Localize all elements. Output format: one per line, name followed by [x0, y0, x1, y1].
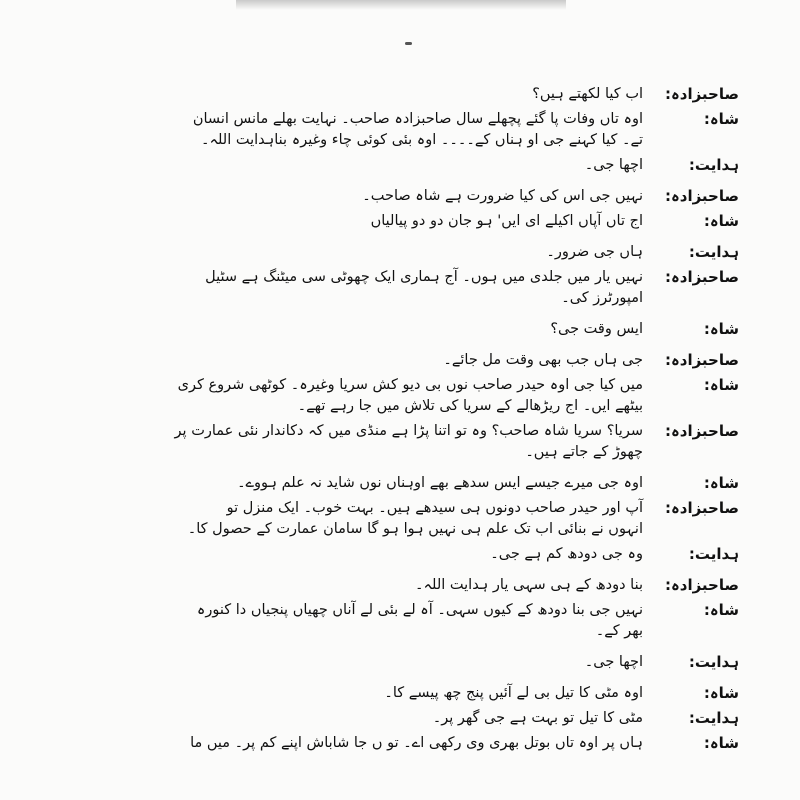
- speaker-label: ہدایت:: [688, 653, 739, 671]
- speaker-label: شاہ:: [703, 212, 739, 230]
- speaker-label: شاہ:: [703, 474, 739, 492]
- dialogue-line: وہ جی دودھ کم ہے جی۔: [490, 546, 643, 562]
- dialogue-entry: [61, 498, 739, 540]
- dialogue-line: مٹی کا تیل تو بہت ہے جی گھر پر۔: [432, 710, 643, 726]
- dialogue-line: سریا؟ سریا شاہ صاحب؟ وہ تو اتنا پڑا ہے منڈی میں کہ دکاندار نئی عمارت پر: [174, 423, 643, 439]
- speaker-label: شاہ:: [703, 734, 739, 752]
- dialogue-text: [61, 733, 643, 754]
- dialogue-text: [61, 708, 643, 729]
- dialogue-line: نہیں جی بنا دودھ کے کیوں سہی۔ آہ لے بئی لے آناں چھیاں پنجیاں دا کنورہ: [196, 602, 643, 618]
- dialogue-line: ہاں پر اوہ تاں بوتل بھری وی رکھی اے۔ تو ں جا شاباش اپنے کم پر۔ میں ما: [190, 735, 643, 751]
- speaker-label: صاحبزادہ:: [664, 85, 739, 103]
- dialogue-text: [61, 242, 643, 263]
- dialogue-line: میں کیا جی اوہ حیدر صاحب نوں بی دیو کش سریا وغیرہ۔ کوٹھی شروع کری: [177, 377, 643, 393]
- speaker-label: صاحبزادہ:: [664, 576, 739, 594]
- dialogue-entry: [61, 350, 739, 371]
- dialogue-line: اب کیا لکھتے ہیں؟: [532, 86, 643, 102]
- dialogue-text: [61, 544, 643, 565]
- speaker-label: شاہ:: [703, 376, 739, 394]
- dialogue-entry: [61, 84, 739, 105]
- dialogue-line: اچھا جی۔: [584, 157, 643, 173]
- dialogue-line: ہاں جی ضرور۔: [546, 244, 643, 260]
- dialogue-text: [61, 319, 643, 340]
- dialogue-line: انہوں نے بنائی اب تک علم ہی نہیں ہوا ہو گا سامان عمارت کے حصول کا۔: [187, 521, 643, 537]
- dialogue-entry: [61, 683, 739, 704]
- dialogue-text: [61, 575, 643, 596]
- dialogue-line: بھر کے۔: [595, 623, 643, 639]
- speaker-label: شاہ:: [703, 601, 739, 619]
- speaker-label: صاحبزادہ:: [664, 187, 739, 205]
- dialogue-entry: [61, 109, 739, 151]
- dialogue-entry: [61, 544, 739, 565]
- dialogue-line: اج تاں آپاں اکیلے ای ایں' ہو جان دو دو پیالیاں: [370, 213, 643, 229]
- speaker-label: صاحبزادہ:: [664, 268, 739, 286]
- dialogue-entry: [61, 575, 739, 596]
- speaker-label: صاحبزادہ:: [664, 499, 739, 517]
- dialogue-text: [61, 600, 643, 642]
- dialogue-text: [61, 498, 643, 540]
- speaker-label: صاحبزادہ:: [664, 422, 739, 440]
- dialogue-entry: [61, 267, 739, 309]
- dialogue-line: آپ اور حیدر صاحب دونوں ہی سیدھے ہیں۔ بہت خوب۔ ایک منزل تو: [226, 500, 643, 516]
- dialogue-entry: [61, 375, 739, 417]
- scan-top-edge-shadow: [236, 0, 566, 10]
- dialogue-line: اوہ جی میرے جیسے ایس سدھے بھے اوہناں نوں شاید نہ علم ہووے۔: [237, 475, 643, 491]
- dialogue-line: اوہ تاں وفات پا گئے پچھلے سال صاحبزادہ صاحب۔ نہایت بھلے مانس انسان: [192, 111, 643, 127]
- dialogue-text: [61, 267, 643, 309]
- ink-speck: [405, 42, 412, 45]
- dialogue-line: نہیں یار میں جلدی میں ہوں۔ آج ہماری ایک چھوٹی سی میٹنگ ہے سٹیل: [205, 269, 643, 285]
- speaker-label: شاہ:: [703, 320, 739, 338]
- dialogue-line: امپورٹرز کی۔: [561, 290, 643, 306]
- dialogue-entry: [61, 421, 739, 463]
- dialogue-text: [61, 84, 643, 105]
- dialogue-line: بیٹھے ایں۔ اج ریڑھالے کے سریا کی تلاش میں جا رہے تھے۔: [297, 398, 643, 414]
- play-script-body: [61, 84, 739, 758]
- dialogue-line: چھوڑ کے جاتے ہیں۔: [525, 444, 643, 460]
- dialogue-entry: [61, 652, 739, 673]
- dialogue-entry: [61, 733, 739, 754]
- dialogue-line: نہیں جی اس کی کیا ضرورت ہے شاہ صاحب۔: [362, 188, 643, 204]
- dialogue-entry: [61, 242, 739, 263]
- speaker-label: شاہ:: [703, 110, 739, 128]
- dialogue-entry: [61, 319, 739, 340]
- dialogue-text: [61, 186, 643, 207]
- speaker-label: ہدایت:: [688, 243, 739, 261]
- dialogue-line: اچھا جی۔: [584, 654, 643, 670]
- dialogue-entry: [61, 186, 739, 207]
- dialogue-line: جی ہاں جب بھی وقت مل جائے۔: [443, 352, 643, 368]
- dialogue-line: تے۔ کیا کہنے جی او ہناں کے۔۔۔۔ اوہ بئی کوئی چاء وغیرہ بناہدایت اللہ۔: [201, 132, 643, 148]
- speaker-label: ہدایت:: [688, 156, 739, 174]
- dialogue-entry: [61, 600, 739, 642]
- dialogue-entry: [61, 473, 739, 494]
- dialogue-entry: [61, 708, 739, 729]
- dialogue-line: بنا دودھ کے ہی سہی یار ہدایت اللہ۔: [415, 577, 643, 593]
- dialogue-text: [61, 155, 643, 176]
- dialogue-text: [61, 211, 643, 232]
- dialogue-text: [61, 652, 643, 673]
- dialogue-text: [61, 683, 643, 704]
- speaker-label: ہدایت:: [688, 709, 739, 727]
- dialogue-line: ایس وقت جی؟: [550, 321, 643, 337]
- speaker-label: ہدایت:: [688, 545, 739, 563]
- dialogue-line: اوہ مٹی کا تیل بی لے آئیں پنج چھ پیسے کا۔: [384, 685, 643, 701]
- dialogue-text: [61, 421, 643, 463]
- dialogue-entry: [61, 211, 739, 232]
- dialogue-entry: [61, 155, 739, 176]
- dialogue-text: [61, 109, 643, 151]
- dialogue-text: [61, 350, 643, 371]
- speaker-label: صاحبزادہ:: [664, 351, 739, 369]
- speaker-label: شاہ:: [703, 684, 739, 702]
- dialogue-text: [61, 473, 643, 494]
- dialogue-text: [61, 375, 643, 417]
